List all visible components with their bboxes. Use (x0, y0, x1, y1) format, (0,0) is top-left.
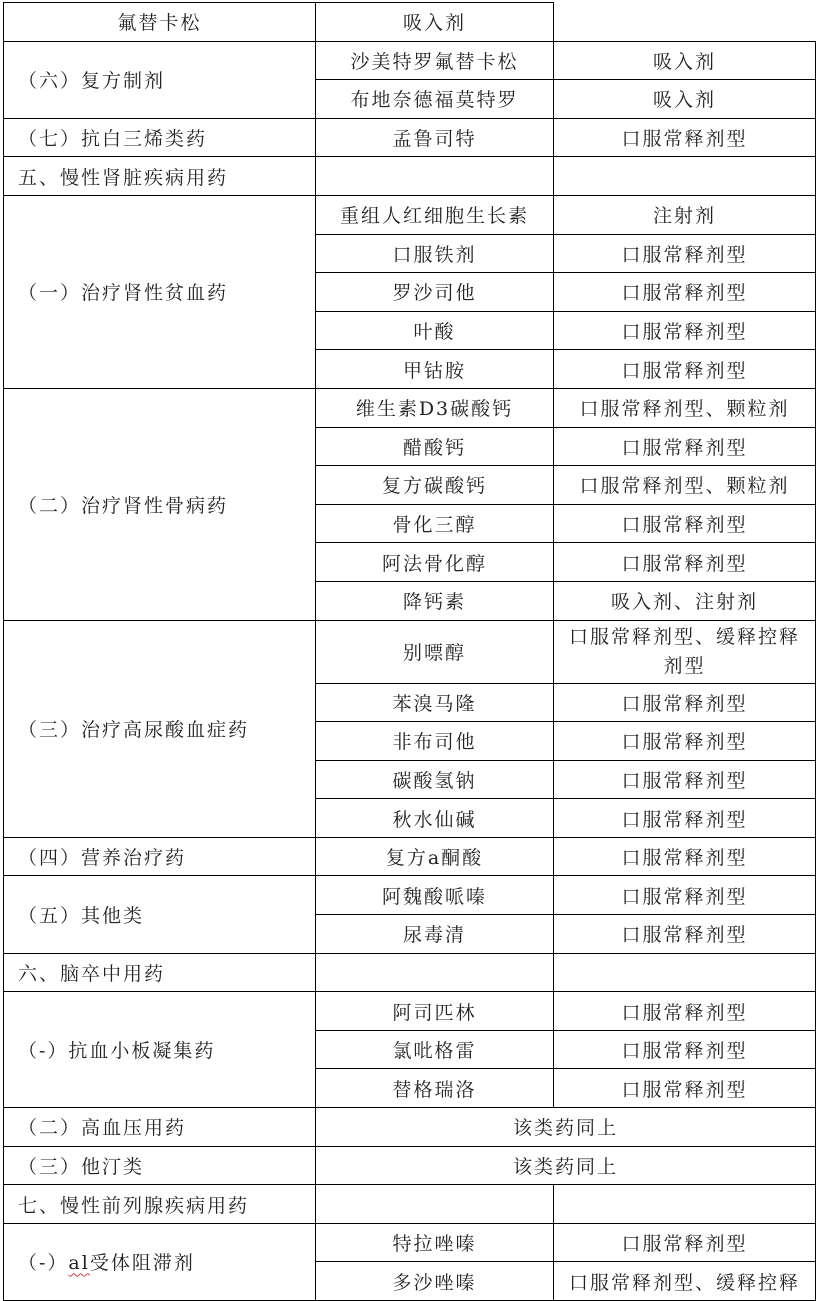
drug-name-cell: 骨化三醇 (316, 504, 554, 543)
drug-name-cell: 多沙唑嗪 (316, 1262, 554, 1301)
dosage-form-cell: 注射剂 (554, 195, 816, 234)
dosage-form-cell: 吸入剂、注射剂 (554, 581, 816, 620)
drug-name-cell: 尿毒清 (316, 915, 554, 954)
category-cell: （七）抗白三烯类药 (4, 118, 316, 157)
category-suffix: 受体阻滞剂 (89, 1252, 195, 1275)
drug-list-table (3, 2, 816, 1301)
drug-name-cell: 叶酸 (316, 311, 554, 350)
drug-name-cell: 替格瑞洛 (316, 1069, 554, 1108)
table-body (4, 3, 816, 1301)
drug-name-cell: 布地奈德福莫特罗 (316, 80, 554, 119)
dosage-form-cell: 口服常释剂型 (554, 1030, 816, 1069)
dosage-form-cell: 口服常释剂型、缓释控释剂型 (554, 620, 816, 683)
drug-name-cell: 秋水仙碱 (316, 799, 554, 838)
table-row (4, 195, 816, 234)
dosage-form-cell: 口服常释剂型 (554, 234, 816, 273)
dosage-form-cell: 口服常释剂型 (554, 118, 816, 157)
drug-name-cell: 孟鲁司特 (316, 118, 554, 157)
merged-note-cell: 该类药同上 (316, 1108, 816, 1147)
category-cell: 六、脑卒中用药 (4, 953, 316, 992)
merged-note-cell: 该类药同上 (316, 1146, 816, 1185)
drug-name-cell: 降钙素 (316, 581, 554, 620)
drug-name-cell: 醋酸钙 (316, 427, 554, 466)
table-row (4, 992, 816, 1031)
dosage-form-cell (554, 157, 816, 196)
category-prefix: （-） (18, 1252, 69, 1275)
table-row (4, 3, 816, 42)
drug-name-cell (316, 1185, 554, 1224)
table-row (4, 388, 816, 427)
dosage-form-cell: 口服常释剂型 (554, 722, 816, 761)
dosage-form-cell: 口服常释剂型 (554, 1223, 816, 1262)
dosage-form-cell: 口服常释剂型、缓释控释 (554, 1262, 816, 1301)
drug-name-cell (316, 953, 554, 992)
drug-name-cell: 非布司他 (316, 722, 554, 761)
table-row (4, 41, 816, 80)
drug-name-cell: 阿司匹林 (316, 992, 554, 1031)
drug-name-cell: 罗沙司他 (316, 273, 554, 312)
table-row (4, 118, 816, 157)
drug-name-cell: 碳酸氢钠 (316, 760, 554, 799)
category-cell: （四）营养治疗药 (4, 837, 316, 876)
category-cell: （-）抗血小板凝集药 (4, 992, 316, 1108)
category-cell: （三）治疗高尿酸血症药 (4, 620, 316, 837)
drug-name-cell: 重组人红细胞生长素 (316, 195, 554, 234)
drug-name-cell (316, 157, 554, 196)
dosage-form-cell: 口服常释剂型 (554, 273, 816, 312)
dosage-form-cell: 口服常释剂型 (554, 427, 816, 466)
dosage-form-cell: 口服常释剂型 (554, 350, 816, 389)
table-row (4, 157, 816, 196)
dosage-form-cell: 口服常释剂型、颗粒剂 (554, 388, 816, 427)
category-cell: 五、慢性肾脏疾病用药 (4, 157, 316, 196)
dosage-form-cell: 口服常释剂型 (554, 504, 816, 543)
drug-name-cell: 口服铁剂 (316, 234, 554, 273)
dosage-form-cell: 口服常释剂型 (554, 311, 816, 350)
table-row (4, 1223, 816, 1262)
drug-name-cell: 复方a酮酸 (316, 837, 554, 876)
category-cell: 七、慢性前列腺疾病用药 (4, 1185, 316, 1224)
dosage-form-cell: 吸入剂 (554, 80, 816, 119)
dosage-form-cell: 口服常释剂型 (554, 915, 816, 954)
dosage-form-cell: 口服常释剂型 (554, 683, 816, 722)
category-cell: （二）治疗肾性骨病药 (4, 388, 316, 620)
drug-name-cell: 沙美特罗氟替卡松 (316, 41, 554, 80)
drug-name-cell: 别嘌醇 (316, 620, 554, 683)
category-cell (4, 1223, 316, 1300)
dosage-form-cell: 吸入剂 (554, 41, 816, 80)
drug-name-cell: 复方碳酸钙 (316, 466, 554, 505)
table-row (4, 1108, 816, 1147)
category-cell: （一）治疗肾性贫血药 (4, 195, 316, 388)
dosage-form-cell: 口服常释剂型、颗粒剂 (554, 466, 816, 505)
table-row (4, 876, 816, 915)
drug-name-cell: 苯溴马隆 (316, 683, 554, 722)
dosage-form-cell: 口服常释剂型 (554, 992, 816, 1031)
table-row (4, 620, 816, 683)
dosage-form-cell: 吸入剂 (316, 3, 554, 42)
drug-name-cell: 阿法骨化醇 (316, 543, 554, 582)
drug-name-cell: 特拉唑嗪 (316, 1223, 554, 1262)
table-row (4, 1146, 816, 1185)
dosage-form-cell: 口服常释剂型 (554, 799, 816, 838)
drug-name-cell: 阿魏酸哌嗪 (316, 876, 554, 915)
table-row (4, 953, 816, 992)
dosage-form-cell (554, 953, 816, 992)
category-cell: （二）高血压用药 (4, 1108, 316, 1147)
spellcheck-flagged-text: al (68, 1252, 90, 1275)
drug-name-cell: 维生素D3碳酸钙 (316, 388, 554, 427)
category-cell: （五）其他类 (4, 876, 316, 953)
drug-name-cell: 氯吡格雷 (316, 1030, 554, 1069)
drug-name-cell: 氟替卡松 (4, 3, 316, 42)
category-cell: （六）复方制剂 (4, 41, 316, 118)
dosage-form-cell: 口服常释剂型 (554, 1069, 816, 1108)
dosage-form-cell: 口服常释剂型 (554, 543, 816, 582)
table-row (4, 837, 816, 876)
dosage-form-cell: 口服常释剂型 (554, 760, 816, 799)
dosage-form-cell: 口服常释剂型 (554, 876, 816, 915)
drug-name-cell: 甲钴胺 (316, 350, 554, 389)
dosage-form-cell: 口服常释剂型 (554, 837, 816, 876)
dosage-form-cell (554, 1185, 816, 1224)
category-cell: （三）他汀类 (4, 1146, 316, 1185)
table-row (4, 1185, 816, 1224)
